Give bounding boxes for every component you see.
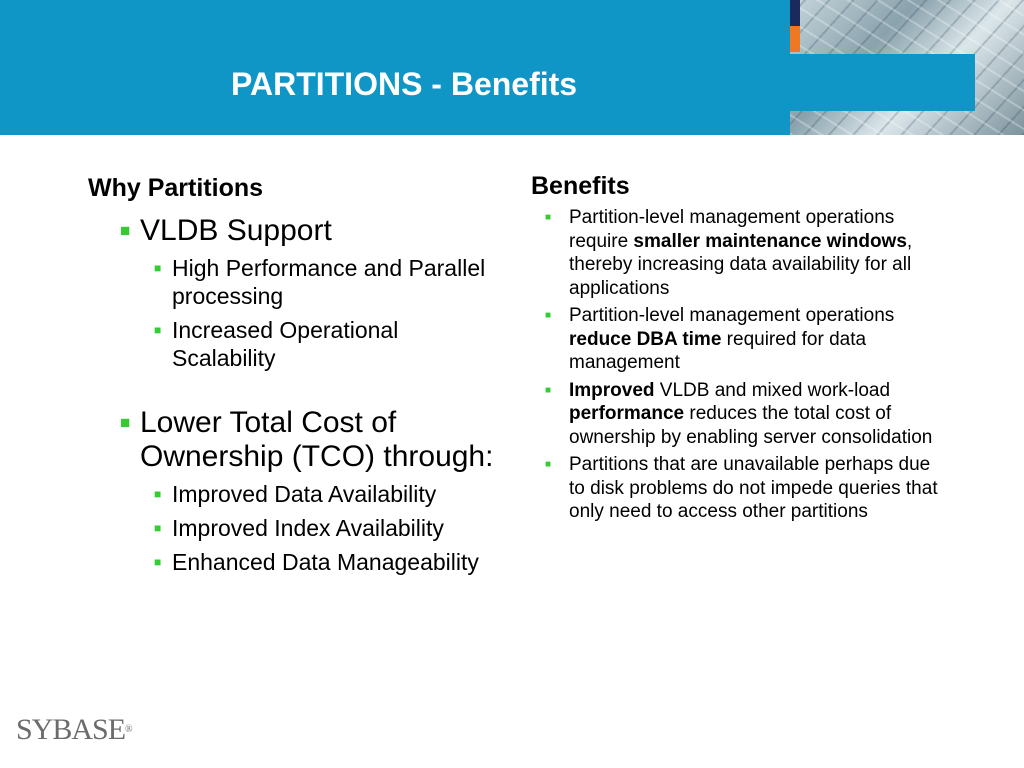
- square-bullet-icon: ■: [545, 212, 552, 223]
- sub-list: [88, 480, 508, 576]
- right-column: [531, 170, 941, 524]
- bullet-text: High Performance and Parallel processing: [172, 255, 486, 309]
- left-column: [88, 172, 508, 576]
- sybase-logo: SYBASE®: [16, 713, 133, 746]
- benefits-list: [531, 206, 941, 524]
- square-bullet-icon: ■: [120, 413, 131, 432]
- list-item: [88, 406, 508, 474]
- square-bullet-icon: ■: [545, 310, 552, 321]
- square-bullet-icon: ■: [154, 555, 162, 569]
- benefit-text: Partition-level management operations require smaller maintenance windows, thereby increasing data availability for all applications: [569, 207, 913, 299]
- list-item: [531, 206, 941, 300]
- list-item: [88, 548, 508, 576]
- benefit-text: Partitions that are unavailable perhaps due to disk problems do not impede queries that only need to access other partitions: [569, 454, 938, 522]
- bullet-text: Improved Index Availability: [172, 515, 444, 541]
- bullet-text: Enhanced Data Manageability: [172, 549, 479, 575]
- benefits-heading: Benefits: [531, 172, 630, 200]
- square-bullet-icon: ■: [545, 384, 552, 396]
- benefit-text: Partition-level management operations reduce DBA time required for data management: [569, 305, 895, 373]
- slide-title: PARTITIONS - Benefits: [231, 66, 578, 102]
- square-bullet-icon: ■: [120, 221, 131, 240]
- list-item: [531, 304, 941, 375]
- list-item: [88, 254, 508, 310]
- list-item: [88, 316, 508, 372]
- square-bullet-icon: ■: [154, 487, 162, 501]
- square-bullet-icon: ■: [154, 261, 162, 275]
- bullet-text: VLDB Support: [140, 214, 332, 247]
- accent-stripe-navy: [790, 0, 800, 26]
- list-item: [531, 379, 941, 450]
- benefit-text: Improved VLDB and mixed work-load performance reduces the total cost of ownership by enabling server consolidation: [569, 379, 933, 448]
- list-item: [88, 480, 508, 508]
- list-item: [88, 214, 508, 248]
- bullet-text: Increased Operational Scalability: [172, 317, 399, 371]
- why-partitions-heading: Why Partitions: [88, 174, 264, 202]
- bullet-text: Improved Data Availability: [172, 481, 437, 507]
- square-bullet-icon: ■: [545, 459, 552, 470]
- square-bullet-icon: ■: [154, 521, 162, 535]
- accent-stripe-orange: [790, 26, 800, 52]
- left-bullet-list: [88, 214, 508, 576]
- bullet-text: Lower Total Cost of Ownership (TCO) through:: [140, 406, 494, 473]
- sub-list: [88, 254, 508, 372]
- list-item: [88, 514, 508, 542]
- list-item: [531, 453, 941, 524]
- square-bullet-icon: ■: [154, 323, 162, 337]
